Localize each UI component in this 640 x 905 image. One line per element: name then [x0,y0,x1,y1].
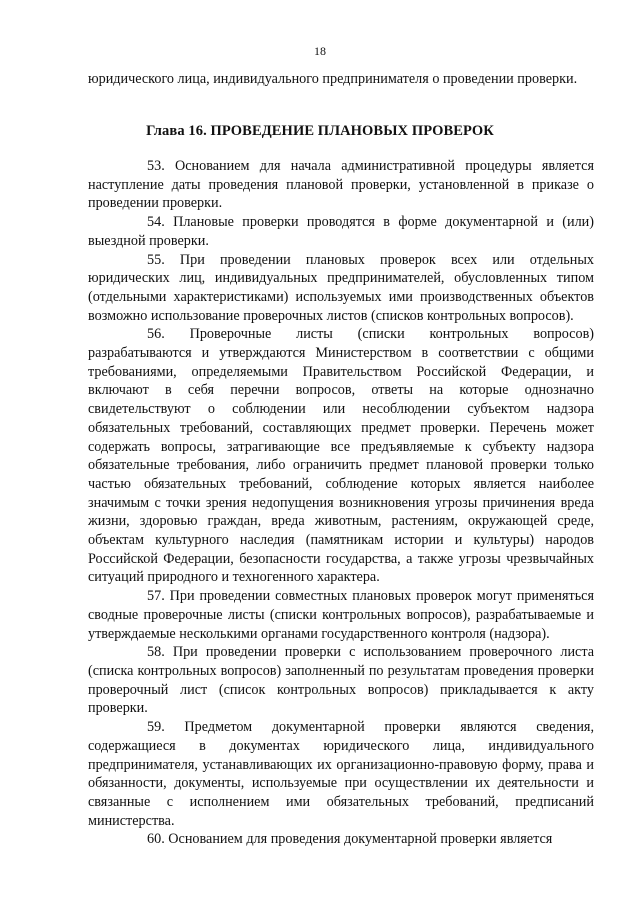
paragraph-55: 55. При проведении плановых проверок всех или отдельных юридических лиц, индивидуальных предпринимателей, обусловленных типом (отдельными характеристиками) используемых ими производственных объектов возможно использование проверочных листов (списков контрольных вопросов). [88,251,594,324]
paragraph-53: 53. Основанием для начала административной процедуры является наступление даты проведения плановой проверки, установленной в приказе о проведении проверки. [88,158,594,212]
paragraph-54: 54. Плановые проверки проводятся в форме документарной и (или) выездной проверки. [88,214,594,249]
paragraph-58: 58. При проведении проверки с использованием проверочного листа (списка контрольных вопросов) заполненный по результатам проведения проверки проверочный лист (список контрольных вопросов) прикладывается к акту проверки. [88,644,594,717]
paragraph-list [88,157,594,849]
chapter-title: Глава 16. ПРОВЕДЕНИЕ ПЛАНОВЫХ ПРОВЕРОК [146,123,494,139]
paragraph-56: 56. Проверочные листы (списки контрольных вопросов) разрабатываются и утверждаются Министерством в соответствии с общими требованиями, определяемыми Правительством Российской Федерации, и включают в себя перечни вопросов, ответы на которые однозначно свидетельствуют о соблюдении или несоблюдении субъектом надзора обязательных требований, составляющих предмет проверки. Перечень может содержать вопросы, затрагивающие все предъявляемые к субъекту надзора обязательные требования, либо ограничить предмет плановой проверки только частью обязательных требований, соблюдение которых является наиболее значимым с точки зрения недопущения возникновения угрозы причинения вреда жизни, здоровью граждан, вреда животным, растениям, окружающей среде, объектам культурного наследия (памятникам истории и культуры) народов Российской Федерации, безопасности государства, а также угрозы чрезвычайных ситуаций природного и техногенного характера. [88,326,594,586]
paragraph-60: 60. Основанием для проведения документарной проверки является [147,831,553,848]
page-number: 18 [314,44,326,58]
continuation-paragraph: юридического лица, индивидуального предпринимателя о проведении проверки. [88,71,578,87]
paragraph-57: 57. При проведении совместных плановых проверок могут применяться сводные проверочные листы (списки контрольных вопросов), разрабатываемые и утверждаемые несколькими органами государственного контроля (надзора). [88,588,594,642]
paragraph-59: 59. Предметом документарной проверки являются сведения, содержащиеся в документах юридического лица, индивидуального предпринимателя, устанавливающих их организационно-правовую форму, права и обязанности, документы, используемые при осуществлении их деятельности и связанные с исполнением ими обязательных требований, предписаний министерства. [88,719,594,829]
